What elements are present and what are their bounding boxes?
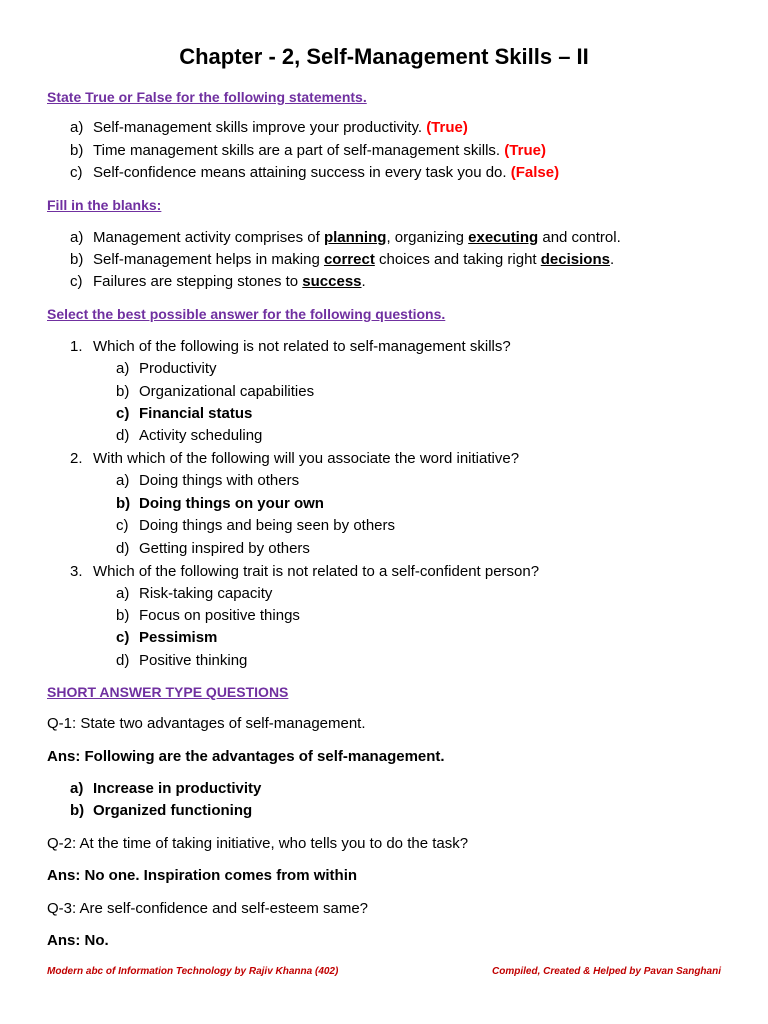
question-prefix: Q-2 <box>47 835 73 852</box>
question-3 <box>47 900 368 917</box>
option-text: Focus on positive things <box>139 607 300 624</box>
fill-item-a <box>70 229 621 247</box>
fill-answer: decisions <box>540 251 610 268</box>
option-label: b) <box>116 607 130 624</box>
fill-item-b <box>70 251 614 269</box>
answer-1-item <box>70 780 261 798</box>
option-text: Activity scheduling <box>139 427 263 444</box>
tf-text: Self-management skills improve your productivity. <box>93 119 427 136</box>
fill-text: Self-management helps in making <box>93 251 324 268</box>
tf-label: c) <box>70 164 83 181</box>
option-label: c) <box>116 629 130 646</box>
question-prefix: Q-1 <box>47 715 73 732</box>
answer-label: a) <box>70 780 84 797</box>
option-text: Doing things on your own <box>139 495 324 512</box>
fill-text: Management activity comprises of <box>93 229 324 246</box>
tf-item-c <box>70 164 559 182</box>
answer-label: b) <box>70 802 85 819</box>
option-text: Risk-taking capacity <box>139 585 273 602</box>
mcq-option <box>116 652 247 670</box>
option-text: Productivity <box>139 360 217 377</box>
option-text: Doing things and being seen by others <box>139 517 396 534</box>
question-text: Which of the following is not related to self-management skills? <box>93 338 511 355</box>
tf-answer: (True) <box>504 142 546 159</box>
option-label: c) <box>116 517 129 534</box>
fill-text: and control. <box>538 229 621 246</box>
answer-2: Ans: No one. Inspiration comes from within <box>47 867 358 884</box>
fill-blanks-heading: Fill in the blanks: <box>47 197 162 213</box>
footer-left: Modern abc of Information Technology by Rajiv Khanna (402) <box>47 966 339 977</box>
option-label: b) <box>116 495 131 512</box>
mcq-option <box>116 360 217 378</box>
option-label: a) <box>116 472 130 489</box>
short-answer-heading: SHORT ANSWER TYPE QUESTIONS <box>47 684 289 700</box>
mcq-option <box>116 540 310 558</box>
true-false-heading: State True or False for the following statements. <box>47 89 367 105</box>
question-text: With which of the following will you associate the word initiative? <box>93 450 520 467</box>
question-text: Which of the following trait is not related to a self-confident person? <box>93 563 540 580</box>
mcq-question-2 <box>70 450 519 468</box>
question-number: 2. <box>70 450 83 467</box>
mcq-option-correct <box>116 629 217 647</box>
fill-label: c) <box>70 273 83 290</box>
option-label: d) <box>116 540 130 557</box>
answer-1-item <box>70 802 252 820</box>
question-prefix: Q-3 <box>47 900 73 917</box>
fill-answer: success <box>302 273 362 290</box>
option-text: Positive thinking <box>139 652 248 669</box>
fill-text: . <box>609 251 615 268</box>
fill-text: , organizing <box>386 229 469 246</box>
tf-item-b <box>70 142 546 160</box>
mcq-option-correct <box>116 495 324 513</box>
option-text: Doing things with others <box>139 472 300 489</box>
footer-right: Compiled, Created & Helped by Pavan Sanghani <box>492 966 721 977</box>
option-label: d) <box>116 427 130 444</box>
question-text: : Are self-confidence and self-esteem same? <box>72 900 369 917</box>
mcq-option <box>116 383 314 401</box>
tf-text: Self-confidence means attaining success in every task you do. <box>93 164 511 181</box>
option-text: Financial status <box>139 405 253 422</box>
tf-answer: (True) <box>426 119 468 136</box>
mcq-option <box>116 427 262 445</box>
answer-3: Ans: No. <box>47 932 109 949</box>
option-label: c) <box>116 405 130 422</box>
answer-text: Increase in productivity <box>93 780 262 797</box>
fill-answer: correct <box>323 251 375 268</box>
option-label: a) <box>116 585 130 602</box>
mcq-option <box>116 607 300 625</box>
mcq-option <box>116 585 272 603</box>
question-1 <box>47 715 366 732</box>
option-text: Pessimism <box>139 629 218 646</box>
fill-item-c <box>70 273 366 291</box>
tf-text: Time management skills are a part of self-management skills. <box>93 142 505 159</box>
answer-1: Ans: Following are the advantages of self-management. <box>47 748 445 765</box>
question-text: : State two advantages of self-management. <box>72 715 366 732</box>
option-text: Organizational capabilities <box>139 383 315 400</box>
fill-label: a) <box>70 229 84 246</box>
question-number: 1. <box>70 338 83 355</box>
question-2 <box>47 835 468 852</box>
mcq-option <box>116 472 299 490</box>
tf-item-a <box>70 119 468 137</box>
tf-label: b) <box>70 142 84 159</box>
fill-answer: executing <box>468 229 539 246</box>
mcq-heading: Select the best possible answer for the following questions. <box>47 306 446 322</box>
mcq-option <box>116 517 395 535</box>
fill-answer: planning <box>323 229 387 246</box>
option-label: d) <box>116 652 130 669</box>
fill-label: b) <box>70 251 84 268</box>
fill-text: choices and taking right <box>374 251 541 268</box>
page-title: Chapter - 2, Self-Management Skills – II <box>179 44 589 69</box>
option-label: a) <box>116 360 130 377</box>
mcq-option-correct <box>116 405 252 423</box>
question-number: 3. <box>70 563 83 580</box>
fill-text: . <box>361 273 366 290</box>
option-label: b) <box>116 383 130 400</box>
option-text: Getting inspired by others <box>139 540 310 557</box>
tf-answer: (False) <box>510 164 560 181</box>
tf-label: a) <box>70 119 84 136</box>
answer-text: Organized functioning <box>93 802 253 819</box>
mcq-question-3 <box>70 563 539 581</box>
question-text: : At the time of taking initiative, who tells you to do the task? <box>72 835 469 852</box>
mcq-question-1 <box>70 338 511 356</box>
fill-text: Failures are stepping stones to <box>93 273 303 290</box>
